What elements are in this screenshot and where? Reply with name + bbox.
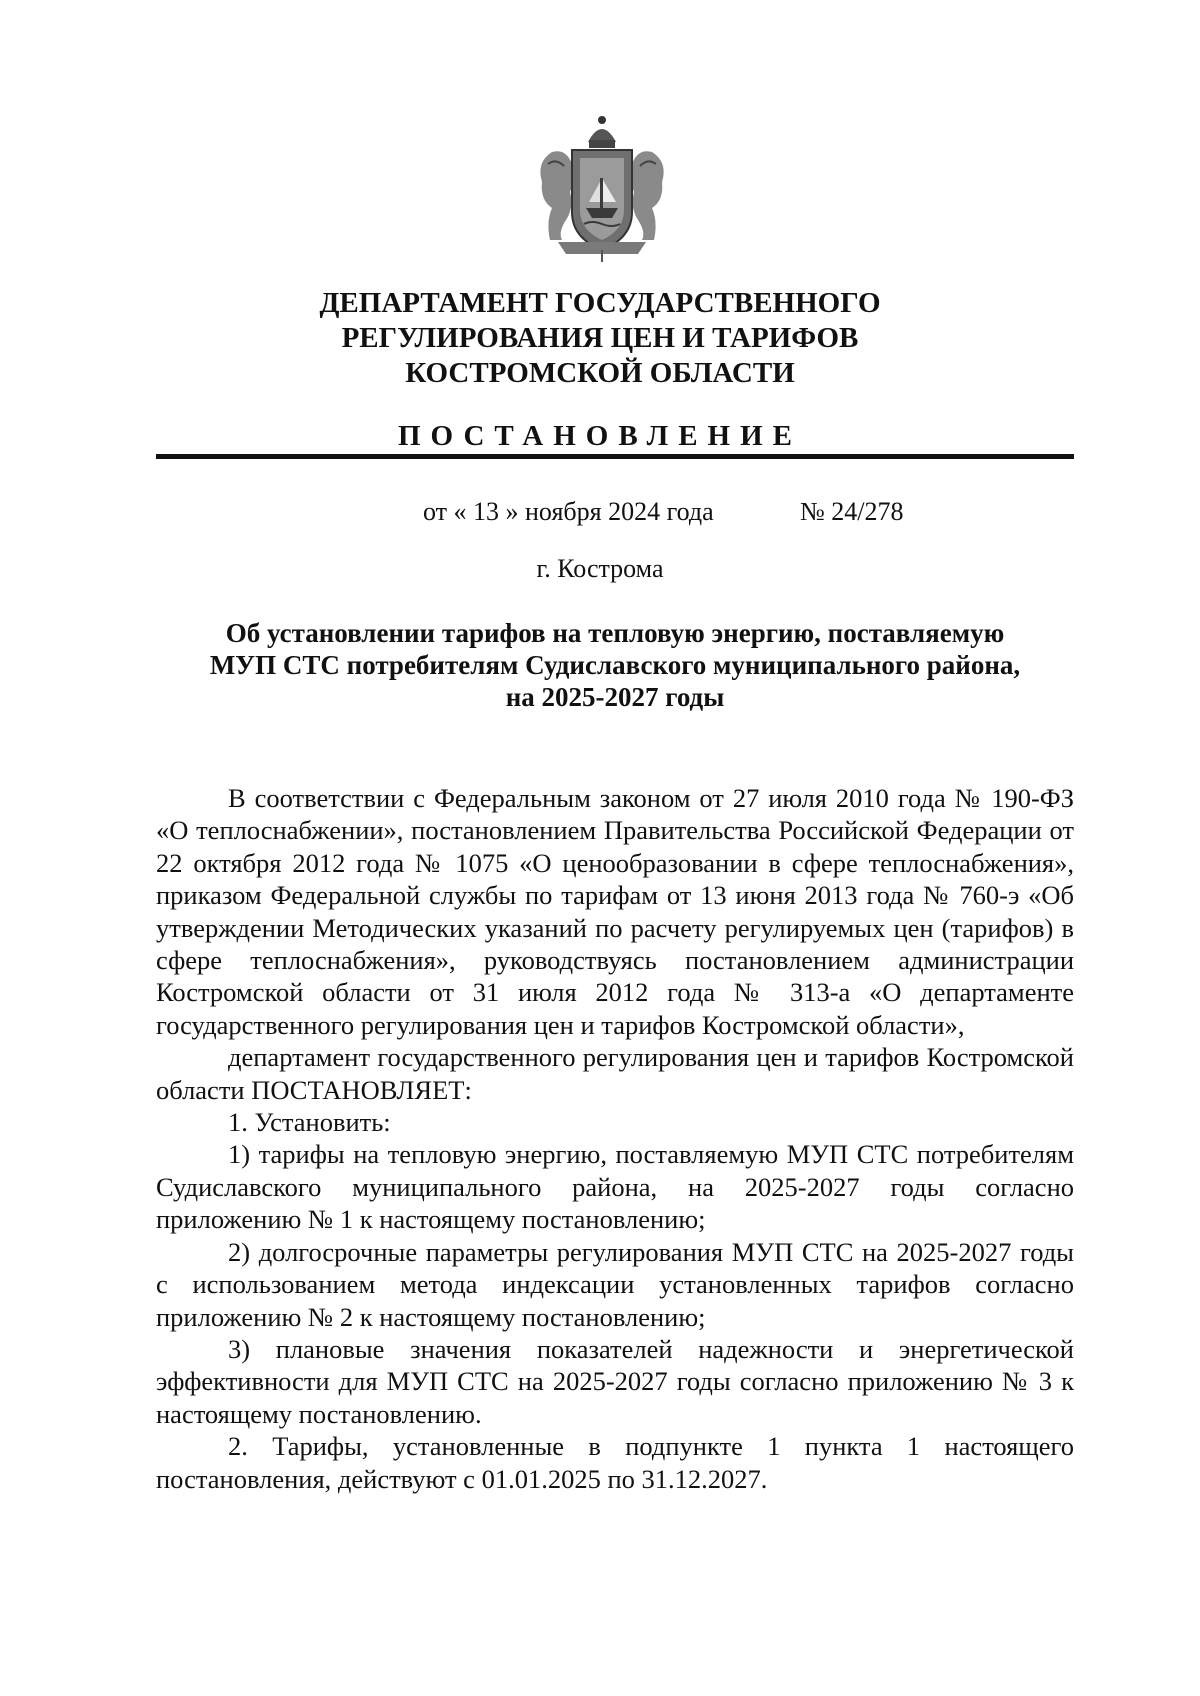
- header-line-3: КОСТРОМСКОЙ ОБЛАСТИ: [405, 357, 795, 389]
- paragraph-subitem-1: 1) тарифы на тепловую энергию, поставляемую МУП СТС потребителям Судиславского муниципального района, на 2025-2027 годы согласно приложению № 1 к настоящему постановлению;: [156, 1139, 1074, 1235]
- title-line-1: Об установлении тарифов на тепловую энергию, поставляемую: [225, 618, 1005, 648]
- paragraph-preamble: В соответствии с Федеральным законом от 27 июля 2010 года № 190-ФЗ «О теплоснабжении», постановлением Правительства Российской Федерации от 22 октября 2012 года № 1075 «О ценообразовании в сфере теплоснабжения», приказом Федеральной службы по тарифам от 13 июня 2013 года № 760-э «Об утверждении Методических указаний по расчету регулируемых цен (тарифов) в сфере теплоснабжения», руководствуясь постановлением администрации Костромской области от 31 июля 2012 года № 313-а «О департаменте государственного регулирования цен и тарифов Костромской области»,: [156, 783, 1074, 1040]
- title-line-3: на 2025-2027 годы: [505, 682, 725, 712]
- document-date: от « 13 » ноября 2024 года: [423, 497, 714, 526]
- coat-of-arms-emblem: [532, 112, 672, 262]
- department-header: [0, 286, 1200, 391]
- paragraph-subitem-3: 3) плановые значения показателей надежности и энергетической эффективности для МУП СТС на 2025-2027 годы согласно приложению № 3 к настоящему постановлению.: [156, 1333, 1074, 1429]
- paragraph-item-1: 1. Установить:: [228, 1107, 391, 1138]
- document-city: г. Кострома: [536, 554, 664, 583]
- document-body: [156, 782, 1074, 1495]
- header-line-1: ДЕПАРТАМЕНТ ГОСУДАРСТВЕННОГО: [319, 287, 881, 319]
- document-type: ПОСТАНОВЛЕНИЕ: [397, 420, 802, 452]
- title-line-2: МУП СТС потребителям Судиславского муниципального района,: [209, 650, 1021, 680]
- header-divider: [156, 454, 1074, 459]
- coat-of-arms-icon: [532, 112, 672, 262]
- paragraph-resolves: департамент государственного регулирования цен и тарифов Костромской области ПОСТАНОВЛЯЕТ:: [156, 1042, 1074, 1105]
- header-line-2: РЕГУЛИРОВАНИЯ ЦЕН И ТАРИФОВ: [341, 322, 859, 354]
- paragraph-item-2: 2. Тарифы, установленные в подпункте 1 пункта 1 настоящего постановления, действуют с 01.01.2025 по 31.12.2027.: [156, 1431, 1074, 1494]
- paragraph-subitem-2: 2) долгосрочные параметры регулирования МУП СТС на 2025-2027 годы с использованием метода индексации установленных тарифов согласно приложению № 2 к настоящему постановлению;: [156, 1236, 1074, 1332]
- document-number: № 24/278: [800, 497, 904, 526]
- document-title: [156, 617, 1074, 713]
